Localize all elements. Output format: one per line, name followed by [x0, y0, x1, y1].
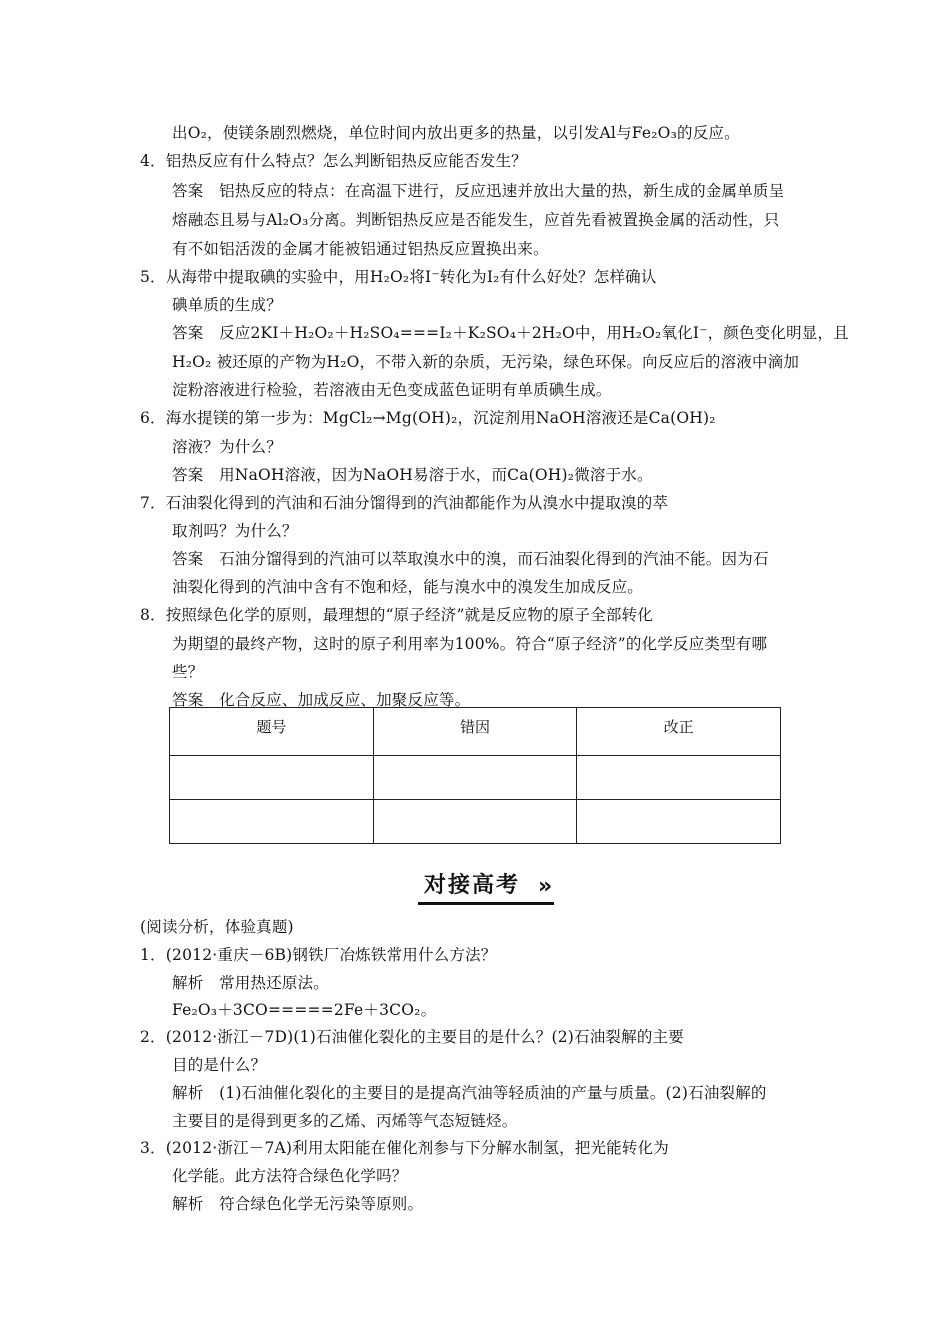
text-line-s-intro: (阅读分析，体验真题): [140, 918, 294, 936]
table-cell: [577, 756, 781, 800]
table-header-cell-number: 题号: [170, 708, 374, 756]
table-header-cell-correction: 改正: [577, 708, 781, 756]
text-line-q4-answer-3: 有不如铝活泼的金属才能被铝通过铝热反应置换出来。: [172, 240, 549, 258]
table-header-row: [170, 708, 781, 756]
text-line-q5-answer-2: H₂O₂ 被还原的产物为H₂O，不带入新的杂质，无污染，绿色环保。向反应后的溶液中滴加: [172, 353, 800, 371]
text-line-s3-analysis: 解析 符合绿色化学无污染等原则。: [172, 1195, 424, 1213]
text-line-q8-question-2: 为期望的最终产物，这时的原子利用率为100%。符合“原子经济”的化学反应类型有哪: [172, 635, 768, 653]
text-line-q5-answer-3: 淀粉溶液进行检验，若溶液由无色变成蓝色证明有单质碘生成。: [172, 381, 612, 399]
text-line-q7-answer-1: 答案 石油分馏得到的汽油可以萃取溴水中的溴，而石油裂化得到的汽油不能。因为石: [172, 550, 769, 568]
text-line-s1-equation: Fe₂O₃＋3CO=====2Fe＋3CO₂。: [172, 1001, 437, 1019]
text-line-s2-question-2: 目的是什么？: [172, 1056, 267, 1074]
error-correction-table: [169, 707, 781, 844]
text-line-s2-analysis-1: 解析 (1)石油催化裂化的主要目的是提高汽油等轻质油的产量与质量。(2)石油裂解的: [172, 1084, 767, 1102]
section-banner: [418, 872, 558, 902]
text-line-q3-tail: 出O₂，使镁条剧烈燃烧，单位时间内放出更多的热量，以引发Al与Fe₂O₃的反应。: [172, 124, 740, 142]
text-line-q5-question-1: 5．从海带中提取碘的实验中，用H₂O₂将I⁻转化为I₂有什么好处？怎样确认: [140, 268, 657, 286]
text-line-q5-answer-1: 答案 反应2KI＋H₂O₂＋H₂SO₄===I₂＋K₂SO₄＋2H₂O中，用H₂O₂氧化I⁻，颜色变化明显，且: [172, 324, 849, 342]
text-line-q6-question-2: 溶液？为什么？: [172, 438, 282, 456]
table-cell: [577, 800, 781, 844]
table-cell: [373, 756, 577, 800]
table-cell: [170, 756, 374, 800]
section-title: 对接高考: [424, 873, 521, 898]
text-line-q8-answer: 答案 化合反应、加成反应、加聚反应等。: [172, 691, 471, 709]
text-line-q4-question: 4．铝热反应有什么特点？怎么判断铝热反应能否发生？: [140, 152, 527, 170]
section-underline: [418, 902, 554, 905]
text-line-q7-question-2: 取剂吗？为什么？: [172, 522, 298, 540]
table-row: [170, 800, 781, 844]
text-line-q6-question-1: 6．海水提镁的第一步为：MgCl₂→Mg(OH)₂，沉淀剂用NaOH溶液还是Ca(OH)₂: [140, 409, 716, 427]
table-header-cell-cause: 错因: [373, 708, 577, 756]
text-line-s1-question: 1．(2012·重庆－6B)钢铁厂冶炼铁常用什么方法？: [140, 946, 497, 964]
text-line-q8-question-3: 些？: [172, 663, 204, 681]
text-line-q4-answer-1: 答案 铝热反应的特点：在高温下进行，反应迅速并放出大量的热，新生成的金属单质呈: [172, 182, 785, 200]
text-line-q4-answer-2: 熔融态且易与Al₂O₃分离。判断铝热反应是否能发生，应首先看被置换金属的活动性，只: [172, 211, 780, 229]
table-row: [170, 756, 781, 800]
text-line-s2-analysis-2: 主要目的是得到更多的乙烯、丙烯等气态短链烃。: [172, 1112, 518, 1130]
text-line-s2-question-1: 2．(2012·浙江－7D)(1)石油催化裂化的主要目的是什么？(2)石油裂解的主要: [140, 1028, 684, 1046]
text-line-q5-question-2: 碘单质的生成？: [172, 296, 282, 314]
table-cell: [373, 800, 577, 844]
text-line-s3-question-2: 化学能。此方法符合绿色化学吗？: [172, 1167, 408, 1185]
text-line-s1-analysis: 解析 常用热还原法。: [172, 974, 330, 992]
text-line-q6-answer: 答案 用NaOH溶液，因为NaOH易溶于水，而Ca(OH)₂微溶于水。: [172, 466, 653, 484]
text-line-s3-question-1: 3．(2012·浙江－7A)利用太阳能在催化剂参与下分解水制氢，把光能转化为: [140, 1139, 669, 1157]
text-line-q7-answer-2: 油裂化得到的汽油中含有不饱和烃，能与溴水中的溴发生加成反应。: [172, 578, 644, 596]
double-chevron-icon: »: [538, 874, 553, 899]
text-line-q7-question-1: 7．石油裂化得到的汽油和石油分馏得到的汽油都能作为从溴水中提取溴的萃: [140, 494, 669, 512]
text-line-q8-question-1: 8．按照绿色化学的原则，最理想的“原子经济”就是反应物的原子全部转化: [140, 606, 654, 624]
table-cell: [170, 800, 374, 844]
